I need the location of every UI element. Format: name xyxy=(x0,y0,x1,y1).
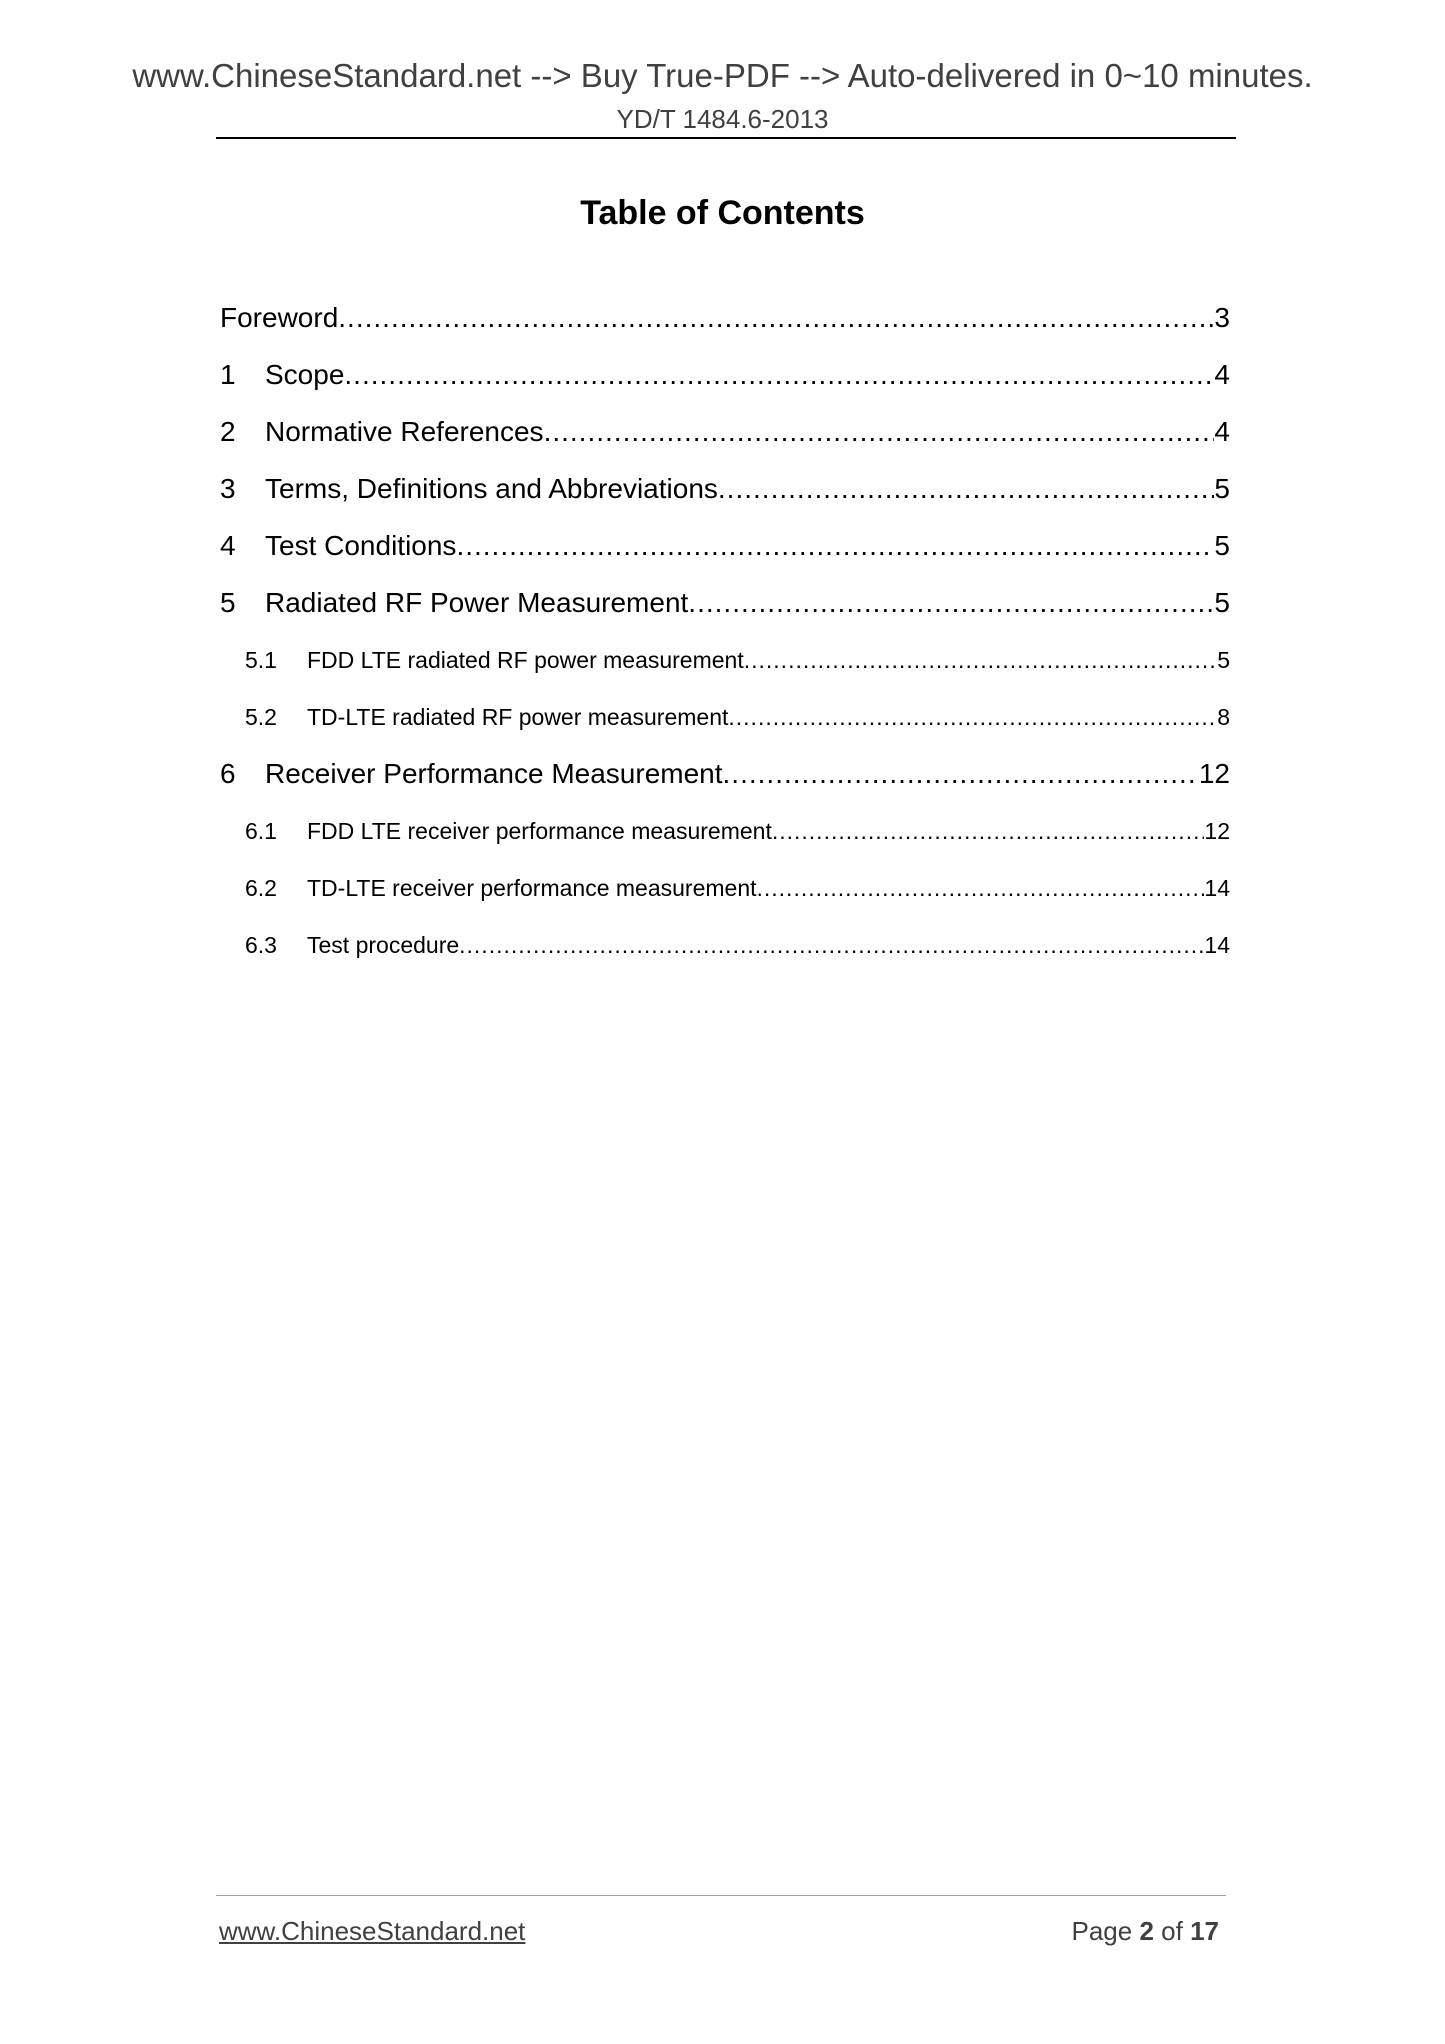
header-divider xyxy=(216,137,1236,139)
toc-entry-title: FDD LTE receiver performance measurement xyxy=(307,818,772,844)
toc-subentry[interactable] xyxy=(220,868,1230,925)
toc-subentry[interactable] xyxy=(220,640,1230,697)
toc-entry-title: Scope xyxy=(265,359,345,390)
toc-title: Table of Contents xyxy=(580,194,865,232)
toc-entry-title: FDD LTE radiated RF power measurement xyxy=(307,647,744,673)
toc-entry-title: Test procedure xyxy=(307,932,460,958)
toc-entry-title: Test Conditions xyxy=(265,530,457,561)
toc-subentry[interactable] xyxy=(220,697,1230,754)
page-total: 17 xyxy=(1190,1916,1219,1946)
toc-leader-dots xyxy=(723,754,1199,794)
toc-leader-dots xyxy=(544,412,1215,452)
toc-leader-dots xyxy=(456,526,1214,566)
toc-entry-page: 5 xyxy=(1214,530,1230,561)
toc-entry-title: Radiated RF Power Measurement xyxy=(265,587,689,618)
toc-entry-page: 14 xyxy=(1204,875,1230,901)
toc-entry[interactable] xyxy=(220,298,1230,355)
toc-entry-page: 4 xyxy=(1214,359,1230,390)
toc-entry-number: 5.1 xyxy=(245,647,277,673)
toc-entry-page: 14 xyxy=(1204,932,1230,958)
toc-leader-dots xyxy=(772,811,1205,851)
toc-entry[interactable] xyxy=(220,754,1230,811)
toc-entry-page: 8 xyxy=(1217,704,1230,730)
toc-leader-dots xyxy=(459,925,1204,965)
page-prefix: Page xyxy=(1071,1916,1133,1946)
toc-leader-dots xyxy=(338,298,1214,338)
toc-entry-page: 5 xyxy=(1214,587,1230,618)
toc-subentry[interactable] xyxy=(220,811,1230,868)
toc-entry[interactable] xyxy=(220,469,1230,526)
toc-entry-title: TD-LTE radiated RF power measurement xyxy=(307,704,729,730)
table-of-contents xyxy=(220,298,1230,982)
toc-leader-dots xyxy=(718,469,1215,509)
toc-entry-number: 6 xyxy=(220,758,236,789)
toc-entry-page: 3 xyxy=(1214,302,1230,333)
toc-leader-dots xyxy=(744,640,1217,680)
toc-entry[interactable] xyxy=(220,412,1230,469)
document-code: YD/T 1484.6-2013 xyxy=(616,104,829,134)
page-number xyxy=(1071,1915,1219,1947)
footer-website-link[interactable]: www.ChineseStandard.net xyxy=(219,1916,526,1946)
toc-entry-number: 6.1 xyxy=(245,818,277,844)
page-current: 2 xyxy=(1139,1916,1154,1946)
toc-entry-number: 2 xyxy=(220,416,236,447)
toc-leader-dots xyxy=(728,697,1217,737)
page-of: of xyxy=(1161,1916,1183,1946)
toc-entry[interactable] xyxy=(220,526,1230,583)
toc-entry-title: TD-LTE receiver performance measurement xyxy=(307,875,757,901)
toc-entry-number: 3 xyxy=(220,473,236,504)
toc-entry-title: Foreword xyxy=(220,302,339,333)
toc-entry-page: 12 xyxy=(1204,818,1230,844)
toc-entry-page: 12 xyxy=(1198,758,1230,789)
toc-entry-number: 6.2 xyxy=(245,875,277,901)
toc-entry-number: 5.2 xyxy=(245,704,277,730)
toc-entry-title: Receiver Performance Measurement xyxy=(265,758,723,789)
toc-entry-title: Normative References xyxy=(265,416,544,447)
toc-entry-number: 4 xyxy=(220,530,236,561)
toc-entry-number: 1 xyxy=(220,359,236,390)
toc-entry[interactable] xyxy=(220,355,1230,412)
toc-entry[interactable] xyxy=(220,583,1230,640)
toc-subentry[interactable] xyxy=(220,925,1230,982)
toc-entry-number: 6.3 xyxy=(245,932,277,958)
toc-entry-page: 4 xyxy=(1214,416,1230,447)
toc-entry-title: Terms, Definitions and Abbreviations xyxy=(265,473,718,504)
toc-entry-page: 5 xyxy=(1217,647,1230,673)
footer-divider xyxy=(216,1895,1226,1896)
header-banner: www.ChineseStandard.net --> Buy True-PDF --> Auto-delivered in 0~10 minutes. xyxy=(132,57,1313,94)
toc-leader-dots xyxy=(688,583,1214,623)
toc-leader-dots xyxy=(344,355,1214,395)
toc-entry-number: 5 xyxy=(220,587,236,618)
toc-entry-page: 5 xyxy=(1214,473,1230,504)
toc-leader-dots xyxy=(757,868,1205,908)
